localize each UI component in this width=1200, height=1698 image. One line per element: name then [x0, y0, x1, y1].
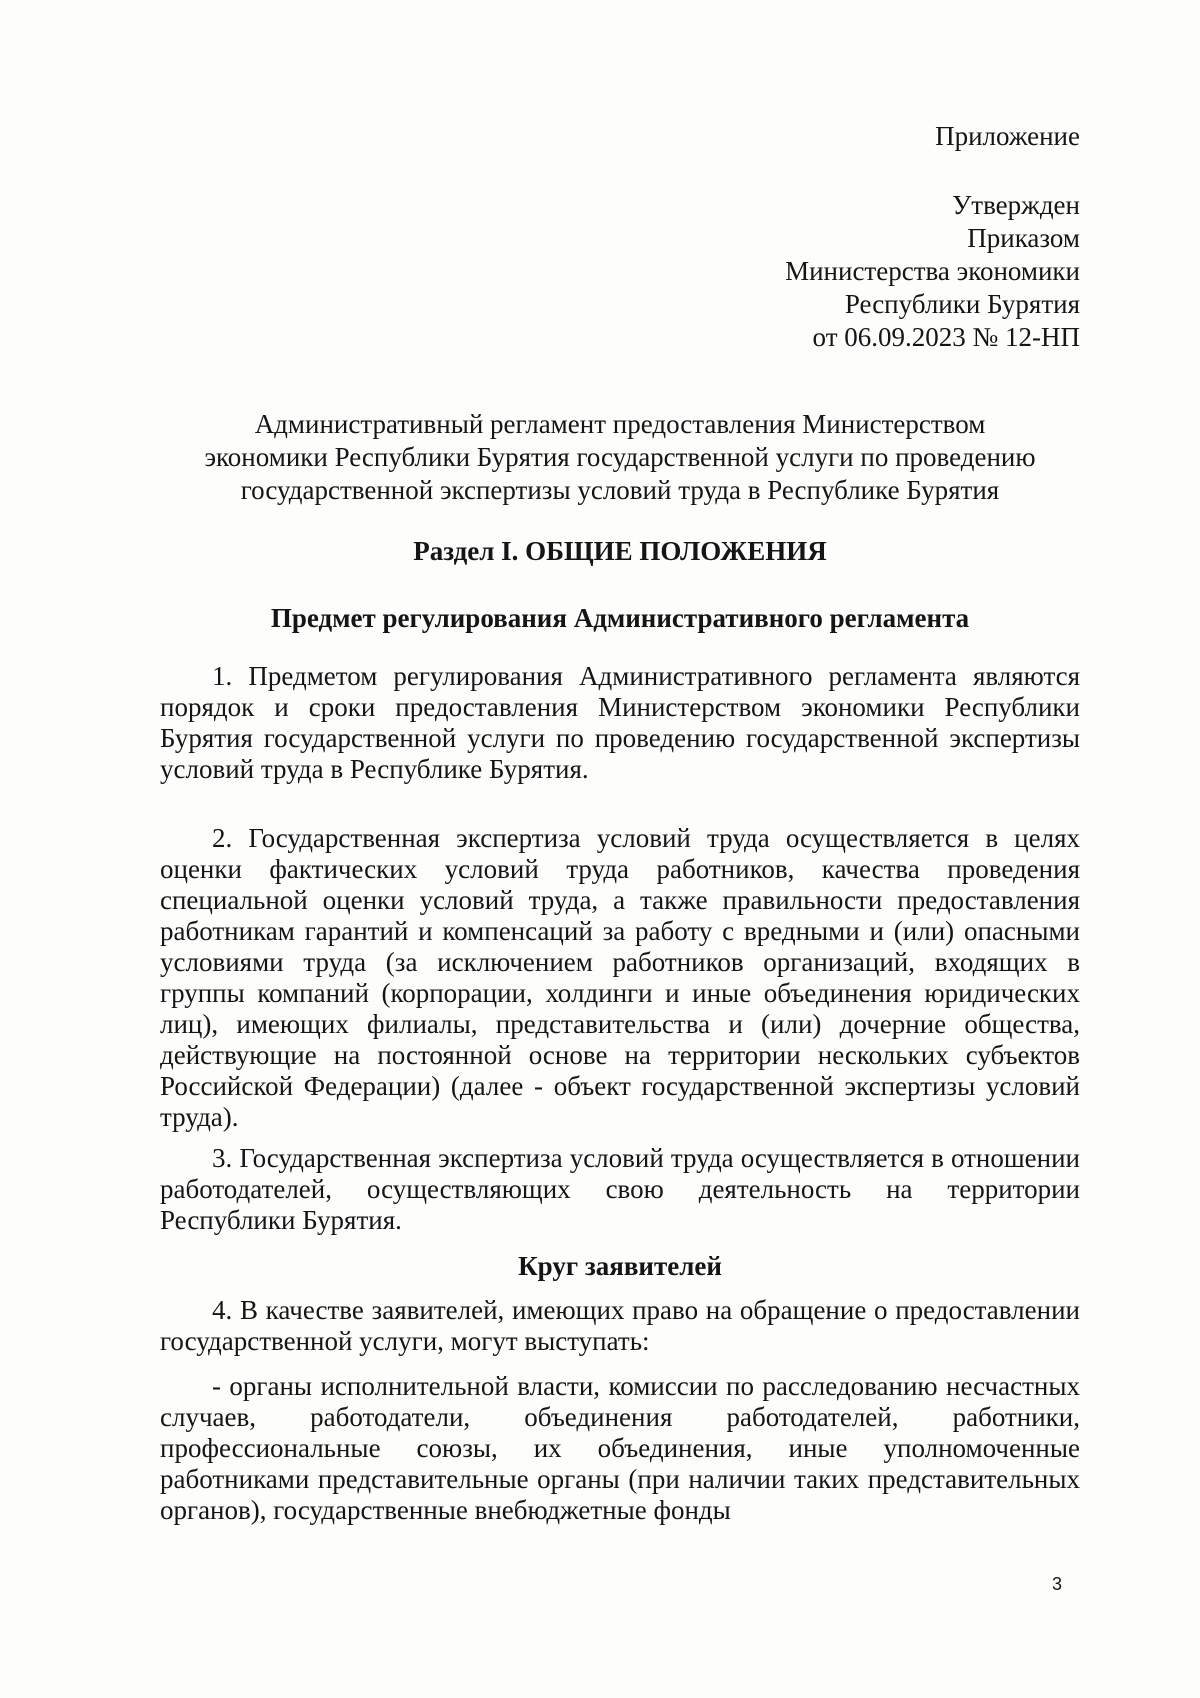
- approval-block: [160, 189, 1080, 354]
- approval-line: от 06.09.2023 № 12-НП: [812, 322, 1080, 352]
- subheading-regulation-subject: Предмет регулирования Административного регламента: [270, 603, 970, 633]
- document-title-line: Административный регламент предоставления Министерством: [254, 409, 986, 439]
- approval-line: Утвержден: [952, 190, 1080, 220]
- page-content: [160, 120, 1080, 1526]
- document-title-line: государственной экспертизы условий труда в Республике Бурятия: [240, 475, 1000, 505]
- paragraph-2: 2. Государственная экспертиза условий труда осуществляется в целях оценки фактических условий труда работников, качества проведения специальной оценки условий труда, а также правильности предоставления работникам гарантий и компенсаций за работу с вредными и (или) опасными условиями труда (за исключением работников организаций, входящих в группы компаний (корпорации, холдинги и иные объединения юридических лиц), имеющих филиалы, представительства и (или) дочерние общества, действующие на постоянной основе на территории нескольких субъектов Российской Федерации) (далее - объект государственной экспертизы условий труда).: [160, 823, 1080, 1132]
- page-number: 3: [1052, 1574, 1063, 1594]
- appendix-label: Приложение: [935, 121, 1080, 151]
- section-title: Раздел I. ОБЩИЕ ПОЛОЖЕНИЯ: [413, 536, 827, 566]
- approval-line: Республики Бурятия: [844, 289, 1080, 319]
- approval-line: Министерства экономики: [785, 256, 1080, 286]
- paragraph-3: 3. Государственная экспертиза условий труда осуществляется в отношении работодателей, осуществляющих свою деятельность на территории Республики Бурятия.: [160, 1143, 1080, 1235]
- document-title: [160, 408, 1080, 507]
- subheading-applicants: Круг заявителей: [518, 1251, 722, 1281]
- paragraph-1: 1. Предметом регулирования Административного регламента являются порядок и сроки предоставления Министерством экономики Республики Бурятия государственной услуги по проведению государственной экспертизы условий труда в Республике Бурятия.: [160, 661, 1080, 784]
- header-block: [160, 120, 1080, 354]
- approval-line: Приказом: [967, 223, 1080, 253]
- paragraph-4: 4. В качестве заявителей, имеющих право на обращение о предоставлении государственной услуги, могут выступать:: [160, 1295, 1080, 1356]
- document-title-line: экономики Республики Бурятия государственной услуги по проведению: [204, 442, 1036, 472]
- paragraph-5: - органы исполнительной власти, комиссии по расследованию несчастных случаев, работодатели, объединения работодателей, работники, профессиональные союзы, их объединения, иные уполномоченные работниками представительные органы (при наличии таких представительных органов), государственные внебюджетные фонды: [160, 1371, 1080, 1525]
